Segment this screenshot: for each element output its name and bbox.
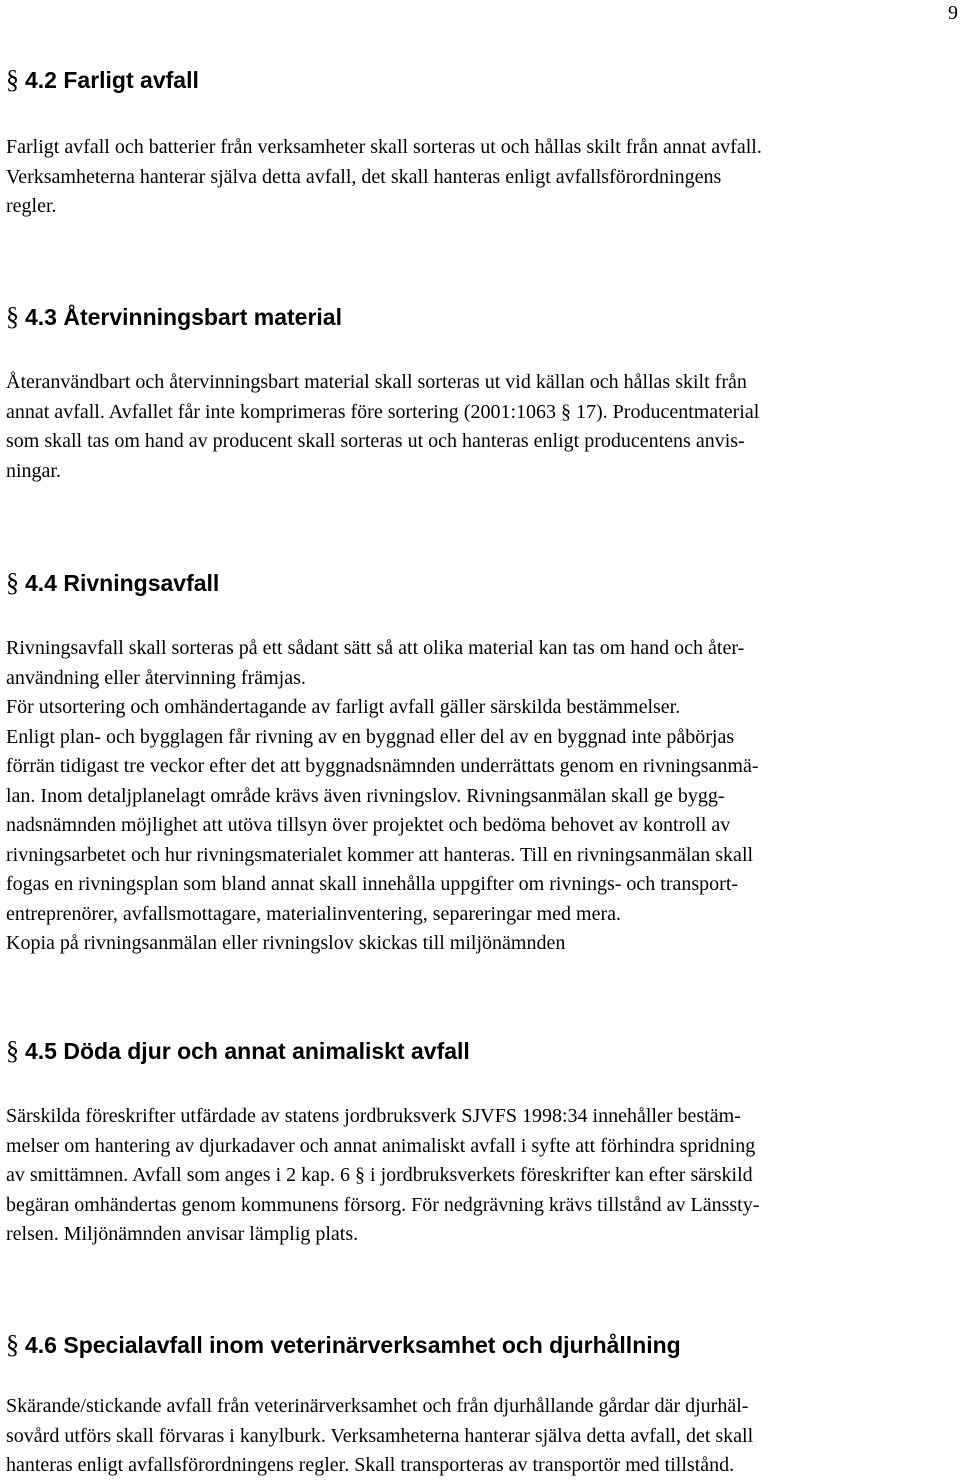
text-line: som skall tas om hand av producent skall sorteras ut och hanteras enligt producentens anvis- — [6, 430, 745, 452]
heading-text: 4.5 Döda djur och annat animaliskt avfall — [25, 1038, 470, 1064]
section-heading — [6, 303, 956, 331]
section-4-4 — [6, 569, 956, 959]
text-line: nadsnämnden möjlighet att utöva tillsyn över projektet och bedöma behovet av kontroll av — [6, 814, 731, 836]
text-line: begäran omhändertas genom kommunens försorg. För nedgrävning krävs tillstånd av Länssty- — [6, 1193, 760, 1216]
page-number: 9 — [948, 2, 958, 24]
text-line: annat avfall. Avfallet får inte komprimeras före sortering (2001:1063 § 17). Producentmaterial — [6, 400, 760, 423]
section-4-5 — [6, 1037, 956, 1250]
paragraph-sign: § — [6, 302, 19, 331]
section-heading — [6, 66, 956, 94]
section-body — [6, 368, 956, 486]
text-line: hanteras enligt avfallsförordningens regler. Skall transporteras av transportör med tillstånd. — [6, 1454, 735, 1476]
paragraph-sign: § — [6, 1330, 19, 1359]
heading-text: 4.3 Återvinningsbart material — [25, 304, 342, 330]
paragraph-sign: § — [6, 1036, 19, 1065]
section-body — [6, 634, 956, 959]
heading-text: 4.2 Farligt avfall — [25, 67, 199, 93]
text-line: av smittämnen. Avfall som anges i 2 kap. 6 § i jordbruksverkets föreskrifter kan efter särskild — [6, 1164, 753, 1186]
heading-text: 4.6 Specialavfall inom veterinärverksamhet och djurhållning — [25, 1332, 681, 1358]
text-line: lan. Inom detaljplanelagt område krävs även rivningslov. Rivningsanmälan skall ge bygg- — [6, 784, 725, 807]
text-line: Rivningsavfall skall sorteras på ett sådant sätt så att olika material kan tas om hand och åter- — [6, 637, 745, 659]
text-line: Kopia på rivningsanmälan eller rivningslov skickas till miljönämnden — [6, 932, 566, 954]
text-line: Farligt avfall och batterier från verksamheter skall sorteras ut och hållas skilt från annat avfall. — [6, 136, 762, 158]
section-body — [6, 1102, 956, 1250]
section-body — [6, 1392, 956, 1481]
text-line: sovård utförs skall förvaras i kanylburk. Verksamheterna hanterar själva detta avfall, det skall — [6, 1424, 754, 1447]
text-line: regler. — [6, 195, 57, 217]
section-4-3 — [6, 303, 956, 486]
text-line: Återanvändbart och återvinningsbart material skall sorteras ut vid källan och hållas skilt från — [6, 371, 747, 393]
text-line: fogas en rivningsplan som bland annat skall innehålla uppgifter om rivnings- och transport- — [6, 873, 739, 895]
text-line: relsen. Miljönämnden anvisar lämplig plats. — [6, 1223, 359, 1245]
text-line: Särskilda föreskrifter utfärdade av statens jordbruksverk SJVFS 1998:34 innehåller bestäm- — [6, 1105, 741, 1127]
paragraph-sign: § — [6, 65, 19, 94]
text-line: förrän tidigast tre veckor efter det att byggnadsnämnden underrättats genom en rivningsanmä- — [6, 755, 759, 777]
paragraph-sign: § — [6, 568, 19, 597]
section-4-2 — [6, 66, 956, 222]
text-line: användning eller återvinning främjas. — [6, 666, 306, 689]
text-line: Skärande/stickande avfall från veterinärverksamhet och från djurhållande gårdar där djurhäl- — [6, 1395, 749, 1417]
text-line: För utsortering och omhändertagande av farligt avfall gäller särskilda bestämmelser. — [6, 696, 681, 718]
heading-text: 4.4 Rivningsavfall — [25, 570, 220, 596]
section-heading — [6, 1037, 956, 1065]
section-4-6 — [6, 1331, 956, 1481]
text-line: melser om hantering av djurkadaver och annat animaliskt avfall i syfte att förhindra spridning — [6, 1134, 756, 1157]
text-line: rivningsarbetet och hur rivningsmaterialet kommer att hanteras. Till en rivningsanmälan skall — [6, 843, 754, 866]
text-line: ningar. — [6, 459, 61, 482]
text-line: entreprenörer, avfallsmottagare, materialinventering, separeringar med mera. — [6, 902, 622, 925]
section-heading — [6, 1331, 956, 1359]
text-line: Enligt plan- och bygglagen får rivning av en byggnad eller del av en byggnad inte påbörjas — [6, 725, 735, 748]
text-line: Verksamheterna hanterar själva detta avfall, det skall hanteras enligt avfallsförordningens — [6, 165, 722, 188]
section-body — [6, 133, 956, 222]
section-heading — [6, 569, 956, 597]
